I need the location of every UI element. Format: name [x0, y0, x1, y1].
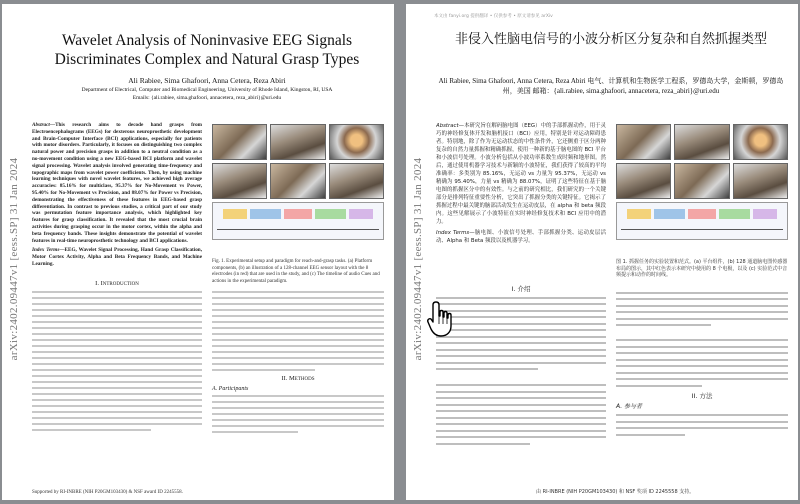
abstract-label: Abstract	[32, 122, 50, 128]
figure-1-zh	[616, 124, 788, 256]
figure-grasp-photo-3	[329, 163, 384, 199]
paper-affiliation: Department of Electrical, Computer and Biomedical Engineering, University of Rhode Island, Kingston, RI, USA	[81, 87, 333, 93]
paper-authors: Ali Rabiee, Sima Ghafoori, Anna Cetera, Reza Abiri	[128, 76, 286, 85]
figure-caption-zh: 图 1. 抓握任务的实验装置和范式。(a) 平台组件，(b) 128 通道脑电图传感器布局的图示，其中红色表示本研究中使用的 8 个电极，以及 (c) 实验范式中音频提示和动作的时间线。	[616, 259, 788, 278]
subsection-participants: A. Participants	[212, 385, 249, 392]
abstract-label-zh: Abstract	[436, 123, 459, 129]
section-heading-introduction-zh: I. 介绍	[511, 285, 531, 293]
paper-title-zh: 非侵入性脑电信号的小波分析区分复杂和自然抓握类型	[454, 32, 767, 47]
figure-grasp-photo-2	[270, 163, 325, 199]
funding-footnote-zh: 由 RI-INBRE (NIH P20GM103430) 和 NSF 奖项 ID 2245558 支持。	[536, 489, 695, 495]
funding-footnote: Supported by RI-INBRE (NIH P20GM103430) & NSF award ID 2245558.	[32, 490, 183, 495]
figure-grasp-photo-1	[212, 163, 267, 199]
figure-timeline-zh	[616, 202, 788, 240]
abstract-block	[32, 122, 202, 270]
methods-column-zh	[616, 288, 788, 440]
abstract-text-zh: —本研究旨在解码脑电图（EEG）中的手部抓握动作，用于灵巧的神经修复体开发和脑机接口（BCI）应用，特别是针对运动障碍患者。特别地，除了作为无运动状态的中性条件外，它还侧重于区分两种复杂的自然力量抓握和精确抓握，使用一种新的基于脑电图的 BCI 平台和小波信号处理。小波分析包括从小波功率系数生成时频和地形图。然后，通过使用机器学习技术与新颖的小波特征，我们获得了较高的平均准确率：多类别为 85.16%，无运动 vs 力量为 95.37%，无运动 vs 精确为 95.40%，力量 vs 精确为 88.07%，证明了这些特征在基于脑电图的抓握区分中的有效性。与之前的研究相比，我们研究的一个关键部分是排列特征重要性分析，它突出了抓握分类的关键特征。它揭示了抓握过程中最关键的脑部活动发生在运动皮层，在 alpha 和 beta 频段内。这些见解展示了小波特征在实时神经修复技术和 BCI 应用中的潜力。	[436, 123, 606, 225]
figure-grasp-photo-2-zh	[674, 163, 729, 199]
arxiv-stamp-zh: arXiv:2402.09447v1 [eess.SP] 31 Jan 2024	[412, 157, 424, 361]
abstract-text: —This research aims to decode hand grasps from Electroencephalograms (EEGs) for dexterous neuroprosthetic development and Brain-Computer Interface (BCI) applications, especially for patients with motor disorders. Particularly, it focuses on distinguishing two complex natural power and precision grasps in addition to a neutral condition as a no-movement condition using a new EEG-based BCI platform and wavelet signal processing. Wavelet analysis involved generating time-frequency and topographic maps from wavelet power coefficients. Then, by using machine learning techniques with novel wavelet features, we achieved high average accuracies: 85.16% for multiclass, 95.37% for No-Movement vs Power, 95.40% for No-Movement vs Precision, and 88.07% for Power vs Precision, demonstrating the effectiveness of these features in EEG-based grasp differentiation. In contrast to previous studies, a critical part of our study was permutation feature importance analysis, which highlighted key features for grasp classification. It revealed that the most crucial brain activities during grasping occur in the motor cortex, within the alpha and beta frequency bands. These insights demonstrate the potential of wavelet features in real-time neuroprosthetic technology and BCI applications.	[32, 122, 202, 244]
index-terms-text-zh: —脑电图、小波信号处理、手部抓握分类、运动皮层活动、Alpha 和 Beta 频段以及机器学习。	[436, 230, 606, 244]
section-heading-introduction: I. Introduction	[95, 280, 139, 287]
figure-platform-photo-zh	[616, 124, 671, 160]
figure-eeg-layout-zh	[733, 124, 788, 160]
paper-emails: Emails: {ali.rabiee, sima.ghafoori, annacetera, reza_abiri}@uri.edu	[132, 95, 282, 101]
translation-header-note: 本文由 fanyi.org 提供翻译 • 仅供参考 • 原文请参见 arXiv	[434, 14, 553, 19]
hand-pointer-icon	[426, 300, 456, 338]
paper-authors-zh: Ali Rabiee, Sima Ghafoori, Anna Cetera, Reza Abiri 电气、计算机和生物医学工程系，罗德岛大学，金斯顿，罗德岛州，美国 邮箱：{ali.rabiee, sima.ghafoori, annacetera, reza_abiri}@uri.edu	[438, 77, 784, 95]
index-terms-label-zh: Index Terms	[436, 230, 470, 236]
intro-body-lines	[32, 291, 202, 431]
index-terms-label: Index Terms	[32, 247, 60, 254]
english-page[interactable]	[2, 4, 394, 500]
subsection-participants-zh: A. 参与者	[616, 402, 643, 410]
introduction-column-zh	[436, 280, 606, 449]
figure-1	[212, 124, 384, 256]
figure-timeline	[212, 202, 384, 240]
figure-grasp-photo-1-zh	[616, 163, 671, 199]
figure-grasp-photo-3-zh	[733, 163, 788, 199]
section-heading-methods: II. Methods	[281, 374, 315, 382]
figure-hand-photo	[270, 124, 325, 160]
chinese-page[interactable]	[406, 4, 798, 500]
abstract-block-zh	[436, 122, 606, 270]
figure-hand-photo-zh	[674, 124, 729, 160]
methods-column	[212, 288, 384, 437]
index-terms-text: —EEG, Wavelet Signal Processing, Hand Grasp Classification, Motor Cortex Activity, Alpha and Beta Frequency Bands, and Machine Learning.	[32, 247, 202, 267]
figure-eeg-layout	[329, 124, 384, 160]
arxiv-stamp: arXiv:2402.09447v1 [eess.SP] 31 Jan 2024	[8, 157, 20, 361]
introduction-column	[32, 276, 202, 435]
figure-caption: Fig. 1. Experimental setup and paradigm for reach-and-grasp tasks. (a) Platform components, (b) an illustration of a 128-channel EEG sensor layout with the 8 electrodes (in red) that are used in the study, and (c) The timeline of audio Cues and actions in the experimental paradigm.	[212, 259, 380, 284]
paper-title: Wavelet Analysis of Noninvasive EEG Signals Discriminates Complex and Natural Grasp Types	[54, 32, 360, 68]
figure-platform-photo	[212, 124, 267, 160]
section-heading-methods-zh: II. 方法	[691, 391, 713, 400]
